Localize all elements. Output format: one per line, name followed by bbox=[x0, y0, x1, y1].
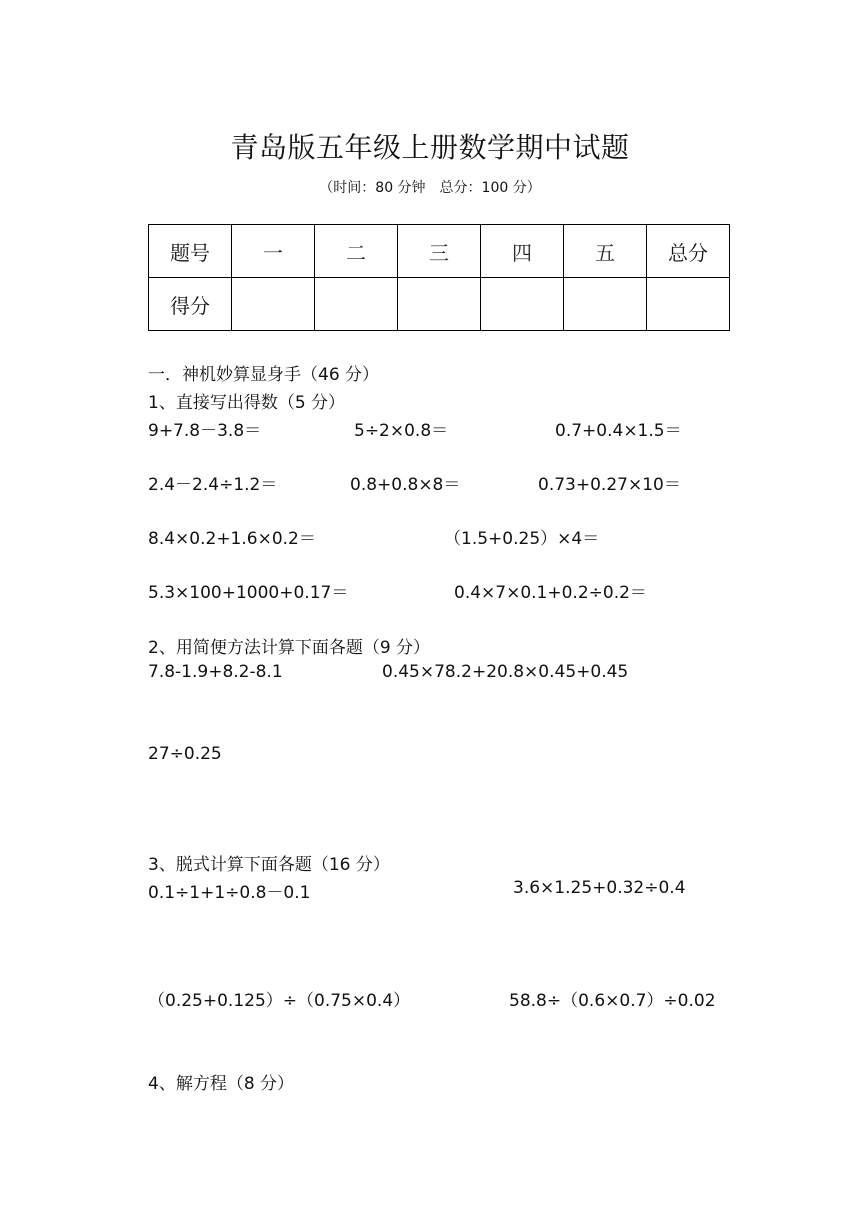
question-heading: 1、直接写出得数（5 分） bbox=[148, 393, 346, 413]
score-header-cell: 五 bbox=[564, 225, 647, 278]
score-entry-cell[interactable] bbox=[398, 278, 481, 331]
math-item: 0.4×7×0.1+0.2÷0.2＝ bbox=[454, 583, 647, 603]
math-item: 8.4×0.2+1.6×0.2＝ bbox=[148, 529, 316, 549]
question-heading: 2、用简便方法计算下面各题（9 分） bbox=[148, 638, 431, 658]
score-table-header-row bbox=[149, 225, 730, 278]
math-item: 2.4－2.4÷1.2＝ bbox=[148, 475, 278, 495]
question-heading: 4、解方程（8 分） bbox=[148, 1074, 295, 1094]
math-item: 9+7.8－3.8＝ bbox=[148, 421, 262, 441]
question-heading: 3、脱式计算下面各题（16 分） bbox=[148, 855, 390, 875]
math-item: 0.7+0.4×1.5＝ bbox=[555, 421, 682, 441]
math-item: 58.8÷（0.6×0.7）÷0.02 bbox=[509, 991, 716, 1011]
math-item: 3.6×1.25+0.32÷0.4 bbox=[513, 878, 686, 898]
score-table bbox=[148, 224, 730, 331]
score-header-cell: 总分 bbox=[647, 225, 730, 278]
score-header-cell: 题号 bbox=[149, 225, 232, 278]
math-item: 5÷2×0.8＝ bbox=[354, 421, 449, 441]
score-header-cell: 一 bbox=[232, 225, 315, 278]
math-item: 27÷0.25 bbox=[148, 744, 222, 764]
math-item: 7.8-1.9+8.2-8.1 bbox=[148, 662, 283, 682]
score-entry-cell[interactable] bbox=[647, 278, 730, 331]
score-entry-cell[interactable] bbox=[481, 278, 564, 331]
score-header-cell: 三 bbox=[398, 225, 481, 278]
math-item: 0.73+0.27×10＝ bbox=[538, 475, 681, 495]
section-heading: 一．神机妙算显身手（46 分） bbox=[148, 365, 380, 385]
score-entry-cell[interactable] bbox=[232, 278, 315, 331]
score-entry-cell[interactable] bbox=[564, 278, 647, 331]
math-item: 0.1÷1+1÷0.8－0.1 bbox=[148, 883, 311, 903]
math-item: 0.45×78.2+20.8×0.45+0.45 bbox=[382, 662, 629, 682]
score-header-cell: 二 bbox=[315, 225, 398, 278]
score-table-score-row bbox=[149, 278, 730, 331]
score-entry-cell[interactable] bbox=[315, 278, 398, 331]
math-item: 0.8+0.8×8＝ bbox=[350, 475, 461, 495]
page-title: 青岛版五年级上册数学期中试题 bbox=[230, 131, 630, 164]
exam-info: （时间：80 分钟 总分：100 分） bbox=[319, 180, 541, 196]
math-item: 5.3×100+1000+0.17＝ bbox=[148, 583, 349, 603]
math-item: （1.5+0.25）×4＝ bbox=[444, 529, 600, 549]
score-row-label: 得分 bbox=[149, 278, 232, 331]
math-item: （0.25+0.125）÷（0.75×0.4） bbox=[148, 991, 411, 1011]
score-header-cell: 四 bbox=[481, 225, 564, 278]
